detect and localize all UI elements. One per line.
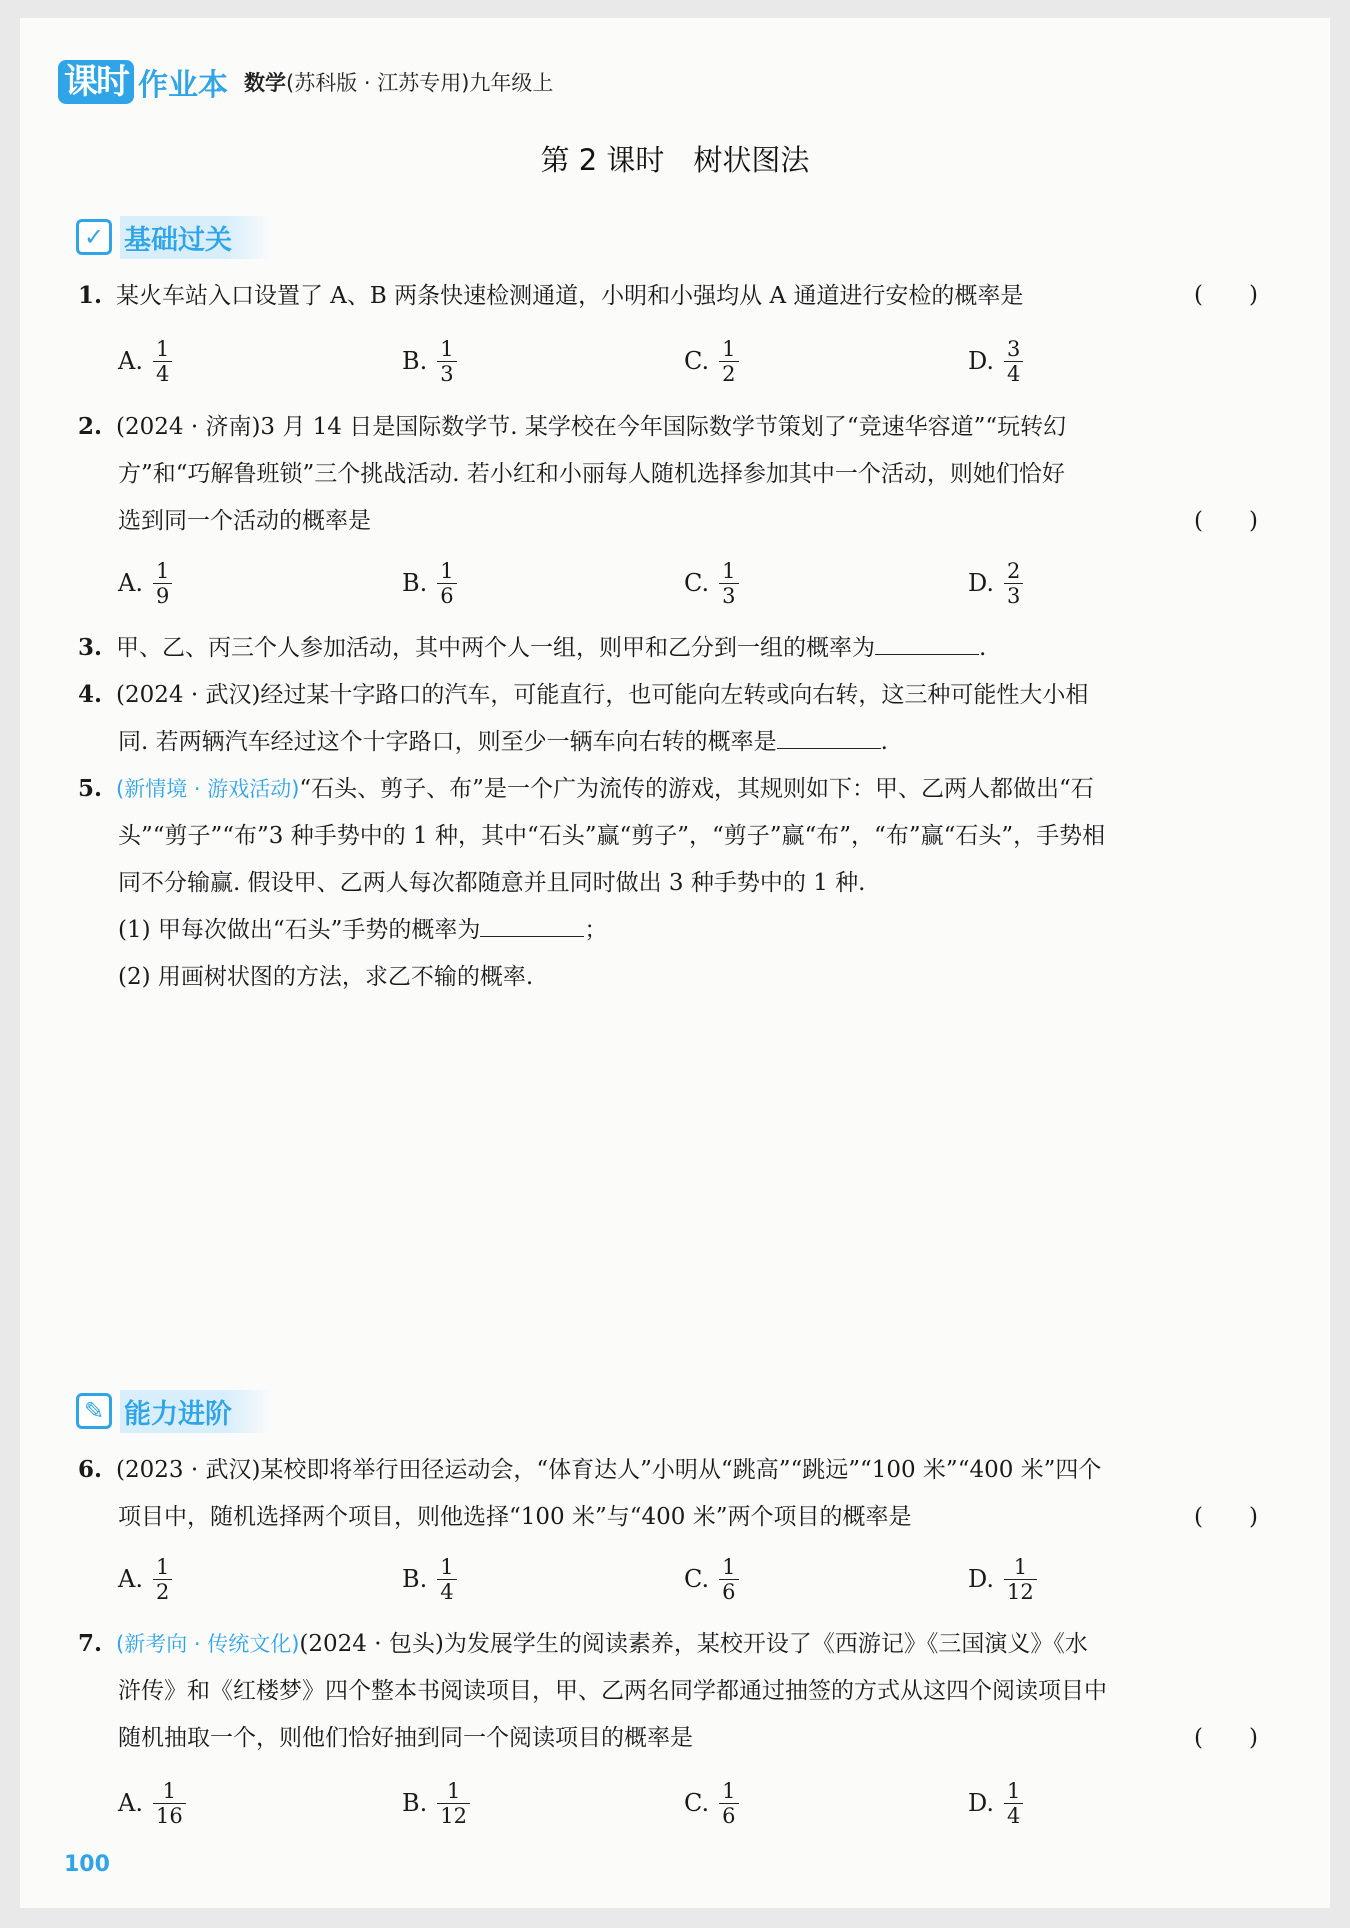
option-a[interactable]: [118, 1770, 186, 1836]
numerator: 1: [722, 1778, 736, 1803]
question-text-line3: 随机抽取一个，则他们恰好抽到同一个阅读项目的概率是: [118, 1725, 693, 1751]
option-c[interactable]: [684, 550, 739, 616]
numerator: 1: [440, 336, 454, 361]
book-header: [58, 58, 553, 106]
question-text-line3: 选到同一个活动的概率是: [118, 508, 371, 534]
question-text-line3: 同不分输赢. 假设甲、乙两人每次都随意并且同时做出 3 种手势中的 1 种.: [118, 870, 866, 896]
option-b[interactable]: [402, 1770, 470, 1836]
denominator: 3: [719, 583, 738, 608]
numerator: 3: [1007, 336, 1021, 361]
option-c[interactable]: [684, 328, 739, 394]
question-2-options: [118, 550, 1258, 616]
question-number: 3.: [78, 634, 103, 661]
numerator: 1: [446, 1778, 461, 1803]
answer-blank[interactable]: [480, 910, 584, 937]
question-number: 2.: [78, 413, 103, 440]
option-letter: B.: [402, 1565, 428, 1593]
question-number: 4.: [78, 681, 103, 708]
option-letter: D.: [968, 1565, 995, 1593]
option-letter: C.: [684, 1565, 710, 1593]
question-text: 某火车站入口设置了 A、B 两条快速检测通道，小明和小强均从 A 通道进行安检的概率是: [116, 283, 1024, 309]
logo-badge: 课时: [58, 60, 134, 104]
question-number: 1.: [78, 282, 103, 309]
fraction: [437, 1779, 470, 1828]
option-letter: A.: [118, 347, 143, 375]
question-1-options: [118, 328, 1258, 394]
option-b[interactable]: [402, 328, 457, 394]
denominator: 2: [719, 361, 738, 386]
fraction: [437, 337, 456, 386]
question-number: 7.: [78, 1630, 103, 1657]
denominator: 6: [437, 583, 456, 608]
option-d[interactable]: [968, 1546, 1037, 1612]
lesson-title: 第 2 课时 树状图法: [540, 143, 810, 177]
answer-paren: ( ): [1194, 1504, 1258, 1530]
subject-label: 数学: [244, 71, 286, 95]
question-text-line1: (2023 · 武汉)某校即将举行田径运动会，“体育达人”小明从“跳高”“跳远”“100 米”“400 米”四个: [116, 1457, 1102, 1483]
numerator: 1: [722, 558, 736, 583]
option-a[interactable]: [118, 1546, 172, 1612]
sub-question-2: (2) 用画树状图的方法，求乙不输的概率.: [118, 964, 534, 990]
option-letter: A.: [118, 1565, 143, 1593]
fraction: [437, 559, 456, 608]
fraction: [437, 1555, 456, 1604]
fraction: [153, 1779, 186, 1828]
pencil-box-icon: ✎: [76, 1393, 112, 1429]
answer-paren: ( ): [1194, 1725, 1258, 1751]
question-text-line2: 同. 若两辆汽车经过这个十字路口，则至少一辆车向右转的概率是: [118, 729, 777, 755]
question-number: 6.: [78, 1456, 103, 1483]
question-text-line1: (2024 · 武汉)经过某十字路口的汽车，可能直行，也可能向左转或向右转，这三种可能性大小相: [116, 682, 1089, 708]
fraction: [719, 1555, 738, 1604]
question-1: [78, 272, 1258, 320]
question-text-line1: (2024 · 包头)为发展学生的阅读素养，某校开设了《西游记》《三国演义》《水: [299, 1631, 1088, 1657]
numerator: 1: [155, 1554, 170, 1579]
option-letter: B.: [402, 569, 428, 597]
logo-text: 作业本: [138, 68, 228, 103]
option-a[interactable]: [118, 328, 172, 394]
option-letter: C.: [684, 1789, 710, 1817]
question-tag: (新考向 · 传统文化): [116, 1632, 300, 1656]
question-4: [78, 671, 1258, 766]
answer-blank[interactable]: [777, 722, 881, 749]
option-letter: D.: [968, 347, 995, 375]
numerator: 1: [155, 336, 170, 361]
denominator: 2: [153, 1579, 172, 1604]
denominator: 4: [1004, 1803, 1023, 1828]
option-c[interactable]: [684, 1546, 739, 1612]
denominator: 3: [1004, 583, 1023, 608]
numerator: 2: [1007, 558, 1021, 583]
fraction: [719, 559, 738, 608]
answer-paren: ( ): [1194, 282, 1258, 308]
question-text-line1: “石头、剪子、布”是一个广为流传的游戏，其规则如下：甲、乙两人都做出“石: [299, 776, 1094, 802]
section-basic-header: [76, 216, 272, 258]
fraction: [1004, 1555, 1037, 1604]
option-b[interactable]: [402, 550, 457, 616]
question-text-line2: 方”和“巧解鲁班锁”三个挑战活动. 若小红和小丽每人随机选择参加其中一个活动，则她们恰好: [118, 461, 1065, 487]
sub-question-1: (1) 甲每次做出“石头”手势的概率为: [118, 917, 481, 943]
book-subtitle: [244, 67, 553, 97]
option-letter: D.: [968, 1789, 995, 1817]
page-number: 100: [64, 1852, 110, 1877]
edition-label: (苏科版 · 江苏专用)九年级上: [286, 71, 554, 95]
question-6-options: [118, 1546, 1258, 1612]
option-letter: C.: [684, 347, 710, 375]
question-5: [78, 765, 1258, 1001]
question-text-line2: 浒传》和《红楼梦》四个整本书阅读项目，甲、乙两名同学都通过抽签的方式从这四个阅读项目中: [118, 1678, 1107, 1704]
section-advanced-header: [76, 1390, 272, 1432]
option-b[interactable]: [402, 1546, 457, 1612]
question-end: .: [880, 729, 888, 755]
numerator: 1: [440, 558, 454, 583]
option-letter: D.: [968, 569, 995, 597]
question-2: [78, 403, 1258, 545]
answer-blank[interactable]: [875, 628, 979, 655]
option-d[interactable]: [968, 328, 1023, 394]
question-text-line2: 头”“剪子”“布”3 种手势中的 1 种，其中“石头”赢“剪子”，“剪子”赢“布”，“布”赢“石头”，手势相: [118, 823, 1106, 849]
option-letter: B.: [402, 1789, 428, 1817]
question-7-options: [118, 1770, 1258, 1836]
question-end: .: [979, 635, 987, 661]
option-c[interactable]: [684, 1770, 739, 1836]
option-letter: A.: [118, 1789, 143, 1817]
question-number: 5.: [78, 775, 103, 802]
numerator: 1: [722, 1554, 736, 1579]
denominator: 6: [719, 1579, 738, 1604]
denominator: 16: [153, 1803, 186, 1828]
fraction: [1004, 559, 1023, 608]
question-6: [78, 1446, 1258, 1541]
option-d[interactable]: [968, 1770, 1023, 1836]
denominator: 3: [437, 361, 456, 386]
option-letter: B.: [402, 347, 428, 375]
option-letter: C.: [684, 569, 710, 597]
denominator: 9: [153, 583, 172, 608]
question-text-line1: (2024 · 济南)3 月 14 日是国际数学节. 某学校在今年国际数学节策划了“竞速华容道”“玩转幻: [116, 414, 1067, 440]
question-text: 甲、乙、丙三个人参加活动，其中两个人一组，则甲和乙分到一组的概率为: [116, 635, 875, 661]
answer-paren: ( ): [1194, 508, 1258, 534]
question-text-line2: 项目中，随机选择两个项目，则他选择“100 米”与“400 米”两个项目的概率是: [118, 1504, 912, 1530]
numerator: 1: [162, 1778, 177, 1803]
option-a[interactable]: [118, 550, 172, 616]
denominator: 6: [719, 1803, 738, 1828]
fraction: [1004, 337, 1023, 386]
section-basic-label: 基础过关: [120, 216, 272, 259]
numerator: 1: [155, 558, 170, 583]
question-7: [78, 1620, 1258, 1762]
sub-question-end: ；: [584, 917, 608, 943]
denominator: 4: [153, 361, 172, 386]
denominator: 4: [437, 1579, 456, 1604]
question-tag: (新情境 · 游戏活动): [116, 777, 300, 801]
numerator: 1: [1007, 1778, 1021, 1803]
option-d[interactable]: [968, 550, 1023, 616]
fraction: [153, 559, 172, 608]
numerator: 1: [440, 1554, 454, 1579]
numerator: 1: [722, 336, 736, 361]
check-box-icon: ✓: [76, 219, 112, 255]
numerator: 1: [1013, 1554, 1028, 1579]
question-3: [78, 624, 1258, 672]
denominator: 12: [437, 1803, 470, 1828]
fraction: [1004, 1779, 1023, 1828]
fraction: [719, 337, 738, 386]
fraction: [153, 1555, 172, 1604]
option-letter: A.: [118, 569, 143, 597]
denominator: 12: [1004, 1579, 1037, 1604]
denominator: 4: [1004, 361, 1023, 386]
fraction: [153, 337, 172, 386]
fraction: [719, 1779, 738, 1828]
section-advanced-label: 能力进阶: [120, 1390, 272, 1433]
